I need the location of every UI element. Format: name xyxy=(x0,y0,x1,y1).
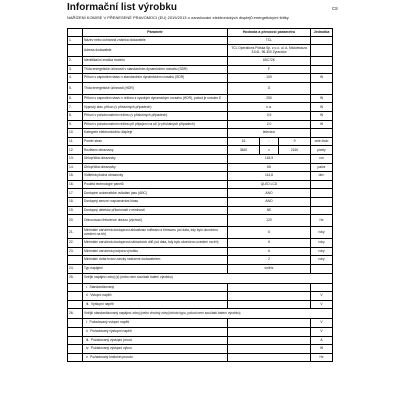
table-row xyxy=(68,189,333,198)
page-title: Informační list výrobku xyxy=(67,2,178,13)
row-unit: roky xyxy=(311,227,333,239)
row-parameter: Rozlišení obrazovky xyxy=(83,146,228,155)
row-parameter: Příkon v zapnutém stavu v standardním dynamickém rozsahu (SDR) xyxy=(83,74,228,83)
row-number: 9. xyxy=(68,120,83,129)
sub-number: ii. xyxy=(86,293,89,298)
sub-value xyxy=(228,283,311,292)
section-sub-row xyxy=(68,283,333,292)
row-unit: dm² xyxy=(311,172,333,181)
row-value: F xyxy=(228,65,311,74)
row-number: 1. xyxy=(68,36,83,45)
row-value: 0,5 xyxy=(228,112,311,121)
section-sub-row xyxy=(68,336,333,345)
row-value: 120 xyxy=(228,215,311,227)
table-row xyxy=(68,172,333,181)
row-unit: roky xyxy=(311,239,333,248)
row-unit xyxy=(311,36,333,45)
row-parameter: Dostupný detektor přítomnosti v místnosti xyxy=(83,206,228,215)
table-row xyxy=(68,120,333,129)
section-title: Vnější napájecí zdroj (s) (nebo není součástí balení výrobku) xyxy=(83,273,333,283)
sub-value xyxy=(228,292,311,301)
row-parameter: Minimální doba trvání záruky nabízené dodavatelem xyxy=(83,256,228,265)
row-value: vnitřní xyxy=(228,264,311,273)
row-unit: celé číslo xyxy=(311,137,333,146)
row-value: TCL xyxy=(228,36,311,45)
row-number: 24. xyxy=(68,264,83,273)
row-parameter: Kategorie elektronického displeje xyxy=(83,129,228,138)
row-number: 3. xyxy=(68,65,83,74)
row-parameter: Adresa dodavatele xyxy=(83,45,228,57)
row-unit: W xyxy=(311,103,333,112)
sub-label-cell xyxy=(83,345,228,354)
row-unit: roky xyxy=(311,256,333,265)
row-parameter: Typ napájení xyxy=(83,264,228,273)
sub-label: Požadovaný vstupní napětí xyxy=(89,320,130,325)
table-row xyxy=(68,239,333,248)
table-row xyxy=(68,112,333,121)
row-number: 8. xyxy=(68,112,83,121)
row-parameter: Minimální zaručená dostupnost náhradních dílů (od data, kdy bylo ukončeno uvedení na trh) xyxy=(83,239,228,248)
sub-label-cell xyxy=(83,353,228,362)
sub-number: ii. xyxy=(86,329,89,334)
row-value: 6 xyxy=(228,247,311,256)
row-number: 23. xyxy=(68,247,83,256)
section26-title-row xyxy=(68,309,333,319)
table-row xyxy=(68,180,333,189)
table-row xyxy=(68,82,333,94)
row-parameter: Úhlopříčka obrazovky xyxy=(83,163,228,172)
row-number: 22. xyxy=(68,239,83,248)
row-parameter: Příkon v pohotovostním režimu při připojení na síť (v příslušných případech) xyxy=(83,120,228,129)
row-number: 5. xyxy=(68,82,83,94)
sub-value xyxy=(228,300,311,309)
row-value: 2,0 xyxy=(228,120,311,129)
sub-label: Požadovaný výstupní napětí xyxy=(90,329,132,334)
section-number: 25. xyxy=(68,273,83,283)
row-value: TCL Operations Polska Sp. z o.o. ul. A. Mickiewicza 31/41, 96-300 Żyrardów xyxy=(228,45,311,57)
row-value: 6 xyxy=(228,227,311,239)
table-row xyxy=(68,256,333,265)
row-value-sep: x xyxy=(260,146,279,155)
row-parameter: Třída energetické účinnosti v standardním dynamickém rozsahu (SDR) xyxy=(83,65,228,74)
sub-label-cell xyxy=(83,283,228,292)
row-parameter: Identifikační značka modelu xyxy=(83,57,228,66)
table-row xyxy=(68,45,333,57)
row-number: 13. xyxy=(68,155,83,164)
row-unit: W xyxy=(311,120,333,129)
table-row xyxy=(68,198,333,207)
row-value-b: 9 xyxy=(279,137,311,146)
sub-unit: W xyxy=(311,345,333,354)
row-number: 16. xyxy=(68,180,83,189)
row-value: NE xyxy=(228,206,311,215)
sub-label: Vstupní napětí xyxy=(90,293,112,298)
section-sub-row xyxy=(68,300,333,309)
row-value: televizor xyxy=(228,129,311,138)
row-unit xyxy=(311,198,333,207)
row-parameter: Obnovovací frekvence obrazu (výchozí) xyxy=(83,215,228,227)
table-row xyxy=(68,155,333,164)
row-number: 15. xyxy=(68,172,83,181)
header-unit: Jednotka xyxy=(311,29,333,37)
table-row xyxy=(68,227,333,239)
row-unit: palce xyxy=(311,163,333,172)
sub-unit: V xyxy=(311,300,333,309)
section-sub-row xyxy=(68,319,333,328)
table-row xyxy=(68,146,333,155)
sub-unit: V xyxy=(311,319,333,328)
table-row xyxy=(68,94,333,103)
row-unit: Hz xyxy=(311,215,333,227)
table-row xyxy=(68,163,333,172)
section-title: Vnější standardizovaný napájecí zdroj (nebo vhodný zdroj tohoto typu, pokud není součástí balení výrobku) xyxy=(83,309,333,319)
sub-value xyxy=(228,353,311,362)
row-unit xyxy=(311,65,333,74)
row-parameter: Název nebo ochranná známka dodavatele xyxy=(83,36,228,45)
row-unit: W xyxy=(311,74,333,83)
row-value: G xyxy=(228,82,311,94)
section-sub-row xyxy=(68,292,333,301)
section25-title-row xyxy=(68,273,333,283)
row-parameter: Minimální zaručená dostupnost aktualizací softwaru a firmwaru (od data, kdy bylo ukončeno uvedení na trh) xyxy=(83,227,228,239)
row-value-a: 3840 xyxy=(228,146,260,155)
sub-label: Výstupní napětí xyxy=(90,301,114,306)
row-number: 12. xyxy=(68,146,83,155)
sub-label: Požadovaný kmitočet proudu xyxy=(90,354,133,359)
header-parameter: Parametr xyxy=(83,29,228,37)
sub-label: Standardizovaný xyxy=(89,284,115,289)
row-value: 65 xyxy=(228,163,311,172)
sub-value xyxy=(228,336,311,345)
language-code: CS xyxy=(332,6,338,11)
section-sub-row xyxy=(68,345,333,354)
row-value: 114,8 xyxy=(228,172,311,181)
regulation-text: NAŘÍZENÍ KOMISE V PŘENESENÉ PRAVOMOCI (EU) 2019/2013 o označování elektronických displejů energetickými štítky xyxy=(67,15,289,20)
sub-number: i. xyxy=(86,320,88,325)
row-value-a: 16 xyxy=(228,137,260,146)
table-row xyxy=(68,65,333,74)
sub-number: v. xyxy=(86,354,89,359)
row-unit: cm xyxy=(311,155,333,164)
row-value: n.a. xyxy=(228,103,311,112)
row-unit xyxy=(311,180,333,189)
row-number: 18. xyxy=(68,198,83,207)
row-unit xyxy=(311,45,333,57)
row-value: 2 xyxy=(228,256,311,265)
row-unit xyxy=(311,57,333,66)
row-number: 21. xyxy=(68,227,83,239)
sub-label: Požadovaný výstupní výkon xyxy=(90,346,132,351)
sub-unit: A xyxy=(311,336,333,345)
sub-value xyxy=(228,345,311,354)
header-value: Hodnota a přesnost parametru xyxy=(228,29,311,37)
sub-label-cell xyxy=(83,292,228,301)
sub-number: iv. xyxy=(86,346,90,351)
table-row xyxy=(68,103,333,112)
row-unit: roky xyxy=(311,247,333,256)
row-parameter: Použitá technologie panelů xyxy=(83,180,228,189)
sub-value xyxy=(228,319,311,328)
row-unit xyxy=(311,206,333,215)
row-number: 19. xyxy=(68,206,83,215)
row-unit: W xyxy=(311,94,333,103)
sub-label: Požadovaný výstupní proud xyxy=(90,337,132,342)
sub-unit: V xyxy=(311,327,333,336)
sub-unit: Hz xyxy=(311,353,333,362)
section-sub-row xyxy=(68,327,333,336)
row-number xyxy=(68,45,83,57)
row-unit xyxy=(311,82,333,94)
table-row xyxy=(68,215,333,227)
row-parameter: Minimální zaručená podpora výrobku xyxy=(83,247,228,256)
row-value: 65C72K xyxy=(228,57,311,66)
row-value-sep: : xyxy=(260,137,279,146)
row-number: 6. xyxy=(68,94,83,103)
sub-label-cell xyxy=(83,327,228,336)
row-value: 250 xyxy=(228,94,311,103)
section-number: 26. xyxy=(68,309,83,319)
sub-label-cell xyxy=(83,300,228,309)
row-parameter: Poměr stran xyxy=(83,137,228,146)
table-row xyxy=(68,57,333,66)
row-value: ANO xyxy=(228,189,311,198)
row-parameter: Třída energetické účinnosti (HDR) xyxy=(83,82,228,94)
table-row xyxy=(68,129,333,138)
row-number: 17. xyxy=(68,189,83,198)
row-value: 6 xyxy=(228,239,311,248)
row-unit: W xyxy=(311,112,333,121)
table-row xyxy=(68,36,333,45)
row-value: ANO xyxy=(228,198,311,207)
row-parameter: Viditelná plocha obrazovky xyxy=(83,172,228,181)
row-number: 20. xyxy=(68,215,83,227)
table-row xyxy=(68,74,333,83)
table-row xyxy=(68,137,333,146)
sub-unit: V xyxy=(311,292,333,301)
row-parameter: Dostupné automatické ovládání jasu (ABC) xyxy=(83,189,228,198)
row-parameter: Dostupný senzor rozpoznávání hlasu xyxy=(83,198,228,207)
parameter-table xyxy=(67,28,333,362)
row-number: 14. xyxy=(68,163,83,172)
sub-number: i. xyxy=(86,284,88,289)
row-value-b: 2160 xyxy=(279,146,311,155)
row-unit xyxy=(311,189,333,198)
row-parameter: Vypnutý stav, příkon (v příslušných případech) xyxy=(83,103,228,112)
row-number: 11. xyxy=(68,137,83,146)
row-parameter: Úhlopříčka obrazovky xyxy=(83,155,228,164)
sub-label-cell xyxy=(83,319,228,328)
sub-value xyxy=(228,327,311,336)
row-number: 2. xyxy=(68,57,83,66)
section-sub-row xyxy=(68,353,333,362)
table-row xyxy=(68,264,333,273)
row-number xyxy=(68,256,83,265)
sub-unit xyxy=(311,283,333,292)
sub-number: iii. xyxy=(86,337,90,342)
row-parameter: Příkon v pohotovostním režimu (v příslušných případech) xyxy=(83,112,228,121)
row-unit: pixely xyxy=(311,146,333,155)
row-unit xyxy=(311,264,333,273)
table-row xyxy=(68,247,333,256)
row-parameter: Příkon v zapnutém stavu v režimu s vysokým dynamickým rozsahu (HDR), pokud je uveden E xyxy=(83,94,228,103)
row-value: 163,9 xyxy=(228,155,311,164)
row-number: 7. xyxy=(68,103,83,112)
sub-label-cell xyxy=(83,336,228,345)
row-number: 10. xyxy=(68,129,83,138)
row-number: 4. xyxy=(68,74,83,83)
table-row xyxy=(68,206,333,215)
row-value: 100 xyxy=(228,74,311,83)
sub-number: iii. xyxy=(86,301,90,306)
row-value: QLED LCD xyxy=(228,180,311,189)
row-unit xyxy=(311,129,333,138)
table-header-row xyxy=(68,29,333,37)
